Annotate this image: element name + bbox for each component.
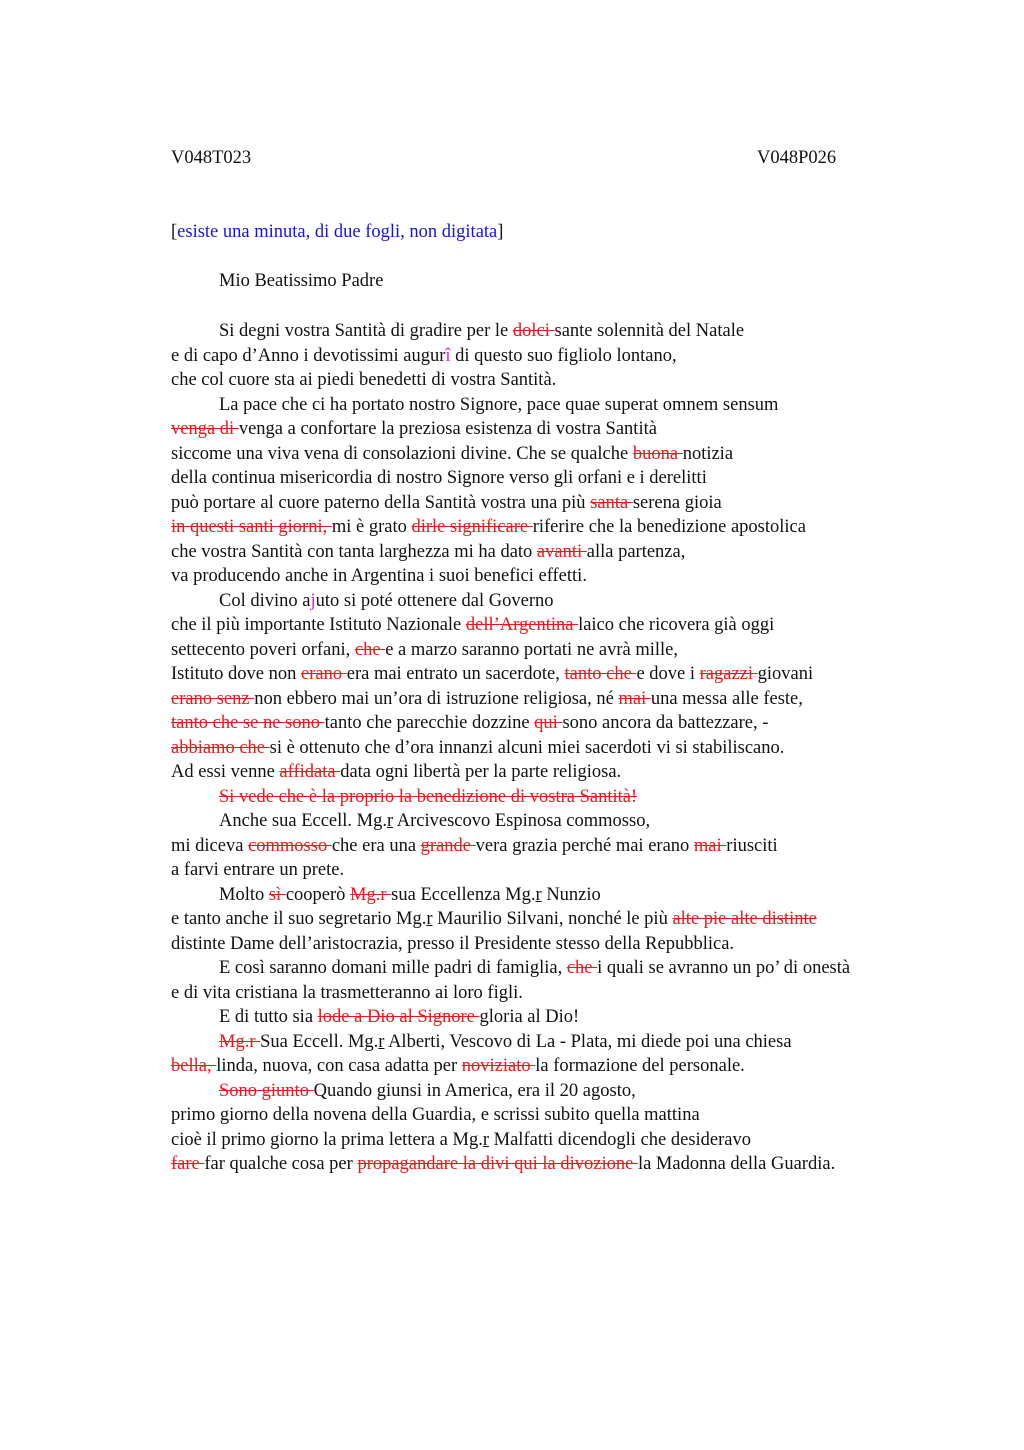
letter-line [171, 515, 906, 540]
deleted-text: dolci [512, 321, 555, 341]
line-text: La pace che ci ha portato nostro Signore, pace quae superat omnem sensum [219, 394, 779, 415]
line-text: tanto che parecchie dozzine [324, 713, 535, 733]
line-text: va producendo anche in Argentina i suoi benefici effetti. [171, 566, 587, 586]
underlined-abbrev: r [535, 884, 542, 905]
line-text: siccome una viva vena di consolazioni divine. Che se qualche [171, 443, 633, 464]
line-text: Ad essi venne [171, 762, 280, 782]
line-text: la Madonna della Guardia. [637, 1154, 836, 1174]
underlined-abbrev: r [386, 811, 394, 831]
line-text: i quali se avranno un po’ di onestà [597, 958, 851, 978]
letter-line [171, 319, 906, 344]
deleted-text: sì [268, 884, 286, 905]
note-close-bracket: ] [497, 222, 504, 242]
line-text: sua Eccellenza Mg. [391, 884, 536, 905]
letter-line [171, 687, 906, 712]
letter-line [171, 540, 906, 565]
letter-line [171, 785, 906, 810]
letter-line [171, 368, 906, 393]
letter-line [171, 491, 906, 516]
line-text: e di capo d’Anno i devotissimi augur [171, 345, 446, 366]
line-text: può portare al cuore paterno della Santità vostra una più [171, 492, 591, 513]
line-text: non ebbero mai un’ora di istruzione religiosa, né [254, 688, 619, 709]
line-text: e dove i [636, 664, 700, 684]
corrected-char: î [445, 345, 451, 366]
letter-line [171, 711, 906, 736]
line-text: uto si poté ottenere dal Governo [315, 590, 554, 611]
underlined-abbrev: r [482, 1129, 490, 1150]
line-text: E di tutto sia [219, 1007, 318, 1027]
letter-line [171, 466, 906, 491]
deleted-text: Mg.r [350, 884, 392, 905]
line-text: giovani [757, 664, 814, 684]
line-text: laico che ricovera già oggi [578, 615, 775, 635]
line-text: e a marzo saranno portati ne avrà mille, [385, 639, 679, 660]
deleted-text: mai [618, 688, 651, 709]
letter-line [171, 1152, 906, 1177]
deleted-text: tanto che [564, 664, 637, 684]
line-text: Nunzio [541, 884, 601, 905]
deleted-text: Sono giunto [219, 1080, 314, 1101]
editorial-note [171, 222, 503, 243]
deleted-text: ragazzi [699, 664, 758, 684]
deleted-text: dell’Argentina [465, 615, 579, 635]
underlined-abbrev: r [378, 1031, 385, 1052]
line-text: Sua Eccell. Mg. [260, 1031, 379, 1052]
line-text: alla partenza, [586, 541, 686, 562]
deleted-text: lode a Dio al Signore [317, 1007, 480, 1027]
line-text: venga a confortare la preziosa esistenza di vostra Santità [238, 419, 657, 439]
deleted-text: erano [301, 664, 347, 684]
line-text: Maurilio Silvani, nonché le più [432, 909, 673, 929]
letter-line [171, 393, 906, 418]
deleted-text: buona [632, 443, 683, 464]
line-text: e di vita cristiana la trasmetteranno ai loro figli. [171, 982, 523, 1003]
line-text: la formazione del personale. [535, 1056, 745, 1076]
letter-line [171, 1079, 906, 1104]
line-text: settecento poveri orfani, [171, 639, 355, 660]
line-text: una messa alle feste, [650, 688, 803, 709]
note-text: esiste una minuta, di due fogli, non digitata [177, 222, 498, 242]
deleted-text: abbiamo che [171, 737, 270, 758]
deleted-text: Mg.r [219, 1031, 261, 1052]
deleted-text: grande [420, 835, 476, 856]
deleted-text: che [566, 958, 598, 978]
letter-line [171, 1005, 906, 1030]
line-text: era mai entrato un sacerdote, [346, 664, 565, 684]
letter-line [171, 662, 906, 687]
line-text: cooperò [285, 884, 351, 905]
line-text: che era una [331, 835, 421, 856]
document-code-right: V048P026 [757, 148, 837, 168]
line-text: Istituto dove non [171, 664, 302, 684]
deleted-text: in questi santi giorni, [171, 517, 332, 537]
line-text: data ogni libertà per la parte religiosa. [340, 762, 622, 782]
deleted-text: erano senz [171, 688, 255, 709]
line-text: si è ottenuto che d’ora innanzi alcuni miei sacerdoti vi si stabiliscano. [269, 737, 785, 758]
line-text: che col cuore sta ai piedi benedetti di vostra Santità. [171, 370, 557, 390]
deleted-text: mai [693, 835, 727, 856]
underlined-abbrev: r [426, 909, 433, 929]
line-text: sono ancora da battezzare, - [562, 713, 769, 733]
deleted-text: avanti [536, 541, 587, 562]
letter-line [171, 834, 906, 859]
salutation: Mio Beatissimo Padre [219, 271, 384, 291]
deleted-text: venga di [171, 419, 239, 439]
letter-line [171, 1103, 906, 1128]
letter-line [171, 883, 906, 908]
deleted-text: commosso [248, 835, 332, 856]
letter-line [171, 981, 906, 1006]
letter-line [171, 1030, 906, 1055]
deleted-text: bella, [171, 1056, 217, 1076]
line-text: Quando giunsi in America, era il 20 agosto, [313, 1080, 636, 1101]
deleted-text: santa [590, 492, 633, 513]
line-text: cioè il primo giorno la prima lettera a Mg. [171, 1129, 483, 1150]
letter-line [171, 736, 906, 761]
line-text: gloria al Dio! [479, 1007, 580, 1027]
line-text: Molto [219, 884, 269, 905]
line-text: di questo suo figliolo lontano, [450, 345, 677, 366]
deleted-text: che [354, 639, 386, 660]
letter-line [171, 564, 906, 589]
line-text: Malfatti dicendogli che desideravo [489, 1129, 752, 1150]
line-text: mi diceva [171, 835, 249, 856]
line-text: riusciti [726, 835, 778, 856]
deleted-text: dirle significare [411, 517, 533, 537]
line-text: Alberti, Vescovo di La - Plata, mi diede poi una chiesa [384, 1031, 792, 1052]
letter-line [171, 809, 906, 834]
deleted-text: propagandare la divi qui la divozione [357, 1154, 638, 1174]
line-text: E così saranno domani mille padri di famiglia, [219, 958, 567, 978]
line-text: Si degni vostra Santità di gradire per le [219, 321, 513, 341]
deleted-text: noviziato [461, 1056, 536, 1076]
line-text: Arcivescovo Espinosa commosso, [393, 811, 651, 831]
line-text: notizia [682, 443, 734, 464]
letter-line [171, 1128, 906, 1153]
letter-line [171, 344, 906, 369]
letter-line [171, 589, 906, 614]
line-text: mi è grato [331, 517, 412, 537]
deleted-text: affidata [279, 762, 341, 782]
line-text: della continua misericordia di nostro Signore verso gli orfani e i derelitti [171, 468, 707, 488]
line-text: far qualche cosa per [204, 1154, 358, 1174]
deleted-text: Si vede che è la proprio la benedizione di vostra Santità! [219, 786, 638, 807]
line-text: primo giorno della novena della Guardia, e scrissi subito quella mattina [171, 1105, 700, 1125]
line-text: sante solennità del Natale [554, 321, 745, 341]
letter-line [171, 956, 906, 981]
line-text: Col divino a [219, 590, 311, 611]
line-text: riferire che la benedizione apostolica [532, 517, 806, 537]
line-text: che vostra Santità con tanta larghezza mi ha dato [171, 541, 537, 562]
line-text: Anche sua Eccell. Mg. [219, 811, 387, 831]
deleted-text: tanto che se ne sono [171, 713, 325, 733]
letter-line [171, 613, 906, 638]
line-text: e tanto anche il suo segretario Mg. [171, 909, 427, 929]
letter-line [171, 907, 906, 932]
letter-line [171, 442, 906, 467]
line-text: serena gioia [632, 492, 722, 513]
line-text: distinte Dame dell’aristocrazia, presso il Presidente stesso della Repubblica. [171, 933, 735, 954]
deleted-text: fare [171, 1154, 205, 1174]
letter-line [171, 638, 906, 663]
line-text: vera grazia perché mai erano [475, 835, 694, 856]
letter-line [171, 417, 906, 442]
line-text: a farvi entrare un prete. [171, 860, 345, 880]
document-code-left: V048T023 [171, 148, 252, 168]
letter-body [171, 319, 906, 1177]
corrected-char: j [310, 590, 316, 611]
letter-line [171, 760, 906, 785]
note-open-bracket: [ [171, 222, 178, 242]
letter-line [171, 1054, 906, 1079]
deleted-text: qui [534, 713, 563, 733]
line-text: che il più importante Istituto Nazionale [171, 615, 466, 635]
letter-line [171, 858, 906, 883]
line-text: linda, nuova, con casa adatta per [216, 1056, 462, 1076]
letter-line [171, 932, 906, 957]
deleted-text: alte pie alte distinte [672, 909, 817, 929]
